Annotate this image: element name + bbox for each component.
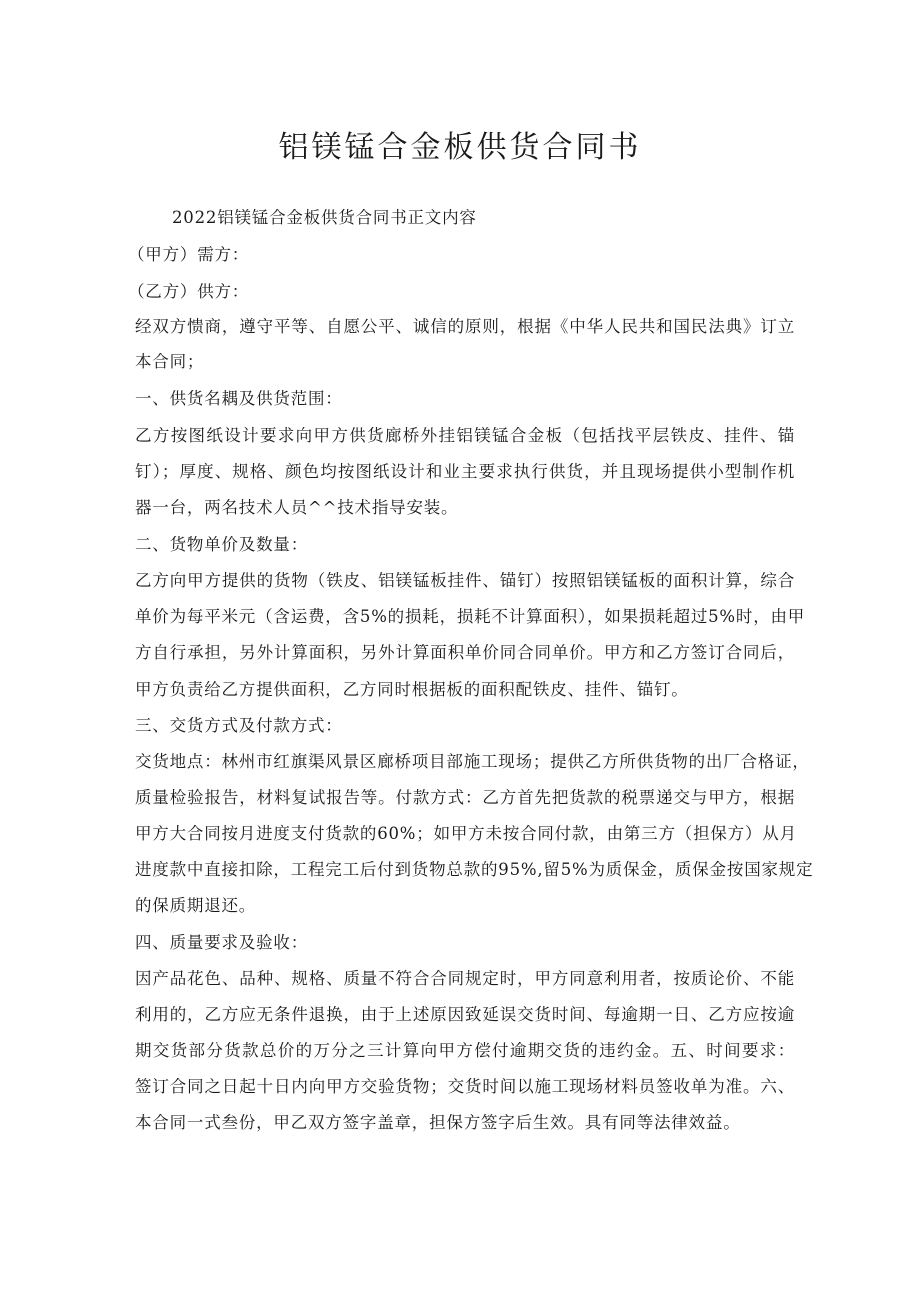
section-heading: 二、货物单价及数量： xyxy=(135,535,308,554)
body-line: 器一台，两名技术人员^^技术指导安装。 xyxy=(135,498,459,517)
body-line: 乙方向甲方提供的货物（铁皮、铝镁锰板挂件、锚钉）按照铝镁锰板的面积计算，综合 xyxy=(135,571,795,590)
section-heading: 四、质量要求及验收： xyxy=(135,933,308,952)
body-line: 乙方按图纸设计要求向甲方供货廊桥外挂铝镁锰合金板（包括找平层铁皮、挂件、锚 xyxy=(135,426,795,445)
body-line: 钉）；厚度、规格、颜色均按图纸设计和业主要求执行供货，并且现场提供小型制作机 xyxy=(135,462,795,481)
body-line: 利用的，乙方应无条件退换，由于上述原因致延误交货时间、每逾期一日、乙方应按逾 xyxy=(135,1005,795,1024)
body-line: 本合同一式叁份，甲乙双方签字盖章，担保方签字后生效。具有同等法律效益。 xyxy=(135,1113,741,1132)
body-line: 甲方负责给乙方提供面积，乙方同时根据板的面积配铁皮、挂件、锚钉。 xyxy=(135,680,689,699)
party-a-line: （甲方）需方： xyxy=(128,245,250,264)
party-b-line: （乙方）供方： xyxy=(128,282,250,301)
subtitle-line: 2022铝镁锰合金板供货合同书正文内容 xyxy=(172,208,477,227)
body-line: 的保质期退还。 xyxy=(135,896,257,915)
body-line: 甲方大合同按月进度支付货款的60%；如甲方未按合同付款，由第三方（担保方）从月 xyxy=(135,824,797,843)
body-line: 质量检验报告，材料复试报告等。付款方式：乙方首先把货款的税票递交与甲方，根据 xyxy=(135,788,795,807)
body-line: 方自行承担，另外计算面积，另外计算面积单价同合同单价。甲方和乙方签订合同后， xyxy=(135,643,795,662)
body-line: 因产品花色、品种、规格、质量不符合合同规定时，甲方同意利用者，按质论价、不能 xyxy=(135,969,795,988)
body-line: 经双方愦商，遵守平等、自愿公平、诚信的原则，根据《中华人民共和国民法典》订立 xyxy=(135,317,795,336)
body-line: 签订合同之日起十日内向甲方交验货物；交货时间以施工现场材料员签收单为准。六、 xyxy=(135,1077,795,1096)
body-line: 单价为每平米元（含运费，含5%的损耗，损耗不计算面积），如果损耗超过5%时，由甲 xyxy=(135,607,806,626)
document-title: 铝镁锰合金板供货合同书 xyxy=(278,130,642,165)
body-line: 进度款中直接扣除，工程完工后付到货物总款的95%,留5%为质保金，质保金按国家规定 xyxy=(135,860,814,879)
section-heading: 一、供货名耦及供货范围： xyxy=(135,389,343,408)
body-line: 交货地点：林州市红旗渠风景区廊桥项目部施工现场；提供乙方所供货物的出厂合格证， xyxy=(135,752,810,771)
body-line: 本合同； xyxy=(135,352,205,371)
section-heading: 三、交货方式及付款方式： xyxy=(135,716,343,735)
body-line: 期交货部分货款总价的万分之三计算向甲方偿付逾期交货的违约金。五、时间要求： xyxy=(135,1041,795,1060)
